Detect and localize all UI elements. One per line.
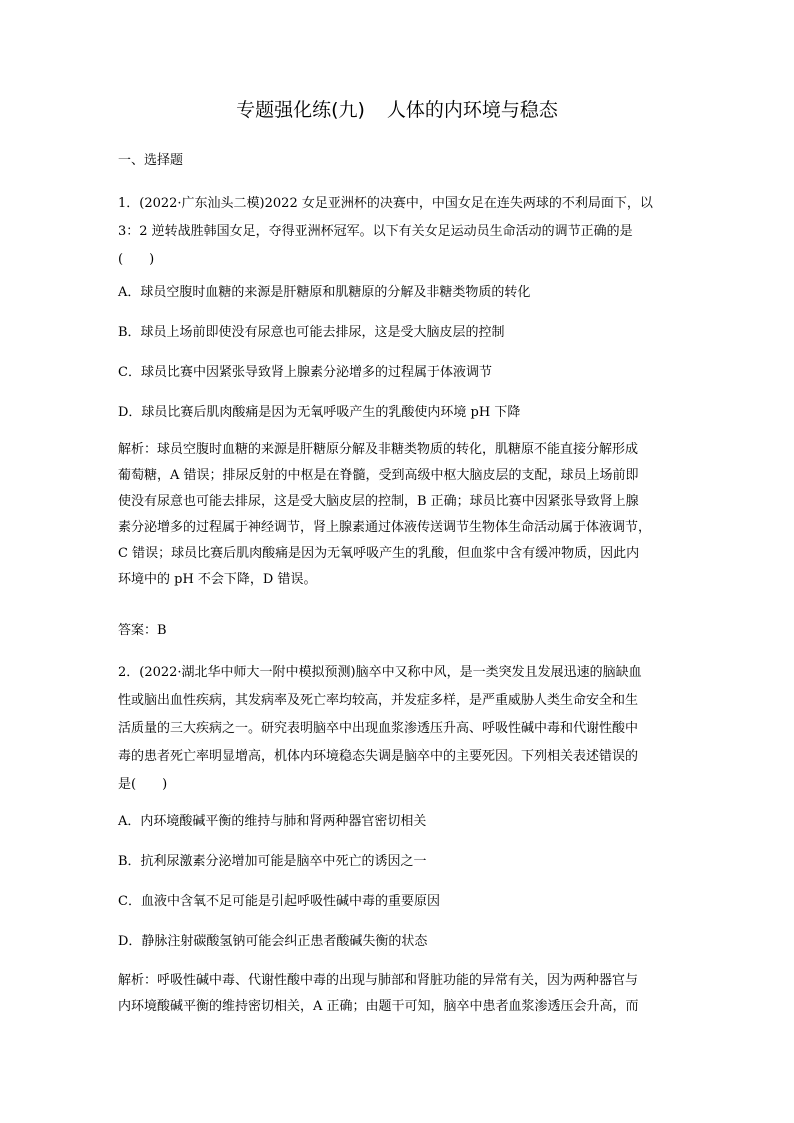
explanation-line: 素分泌增多的过程属于神经调节，肾上腺素通过体液传送调节生物体生命活动属于体液调节，: [118, 520, 652, 535]
explanation-line: 解析：球员空腹时血糖的来源是肝糖原分解及非糖类物质的转化，肌糖原不能直接分解形成: [118, 442, 639, 457]
stem-line: 2．(2022·湖北华中师大一附中模拟预测)脑卒中又称中风，是一类突发且发展迅速的脑缺血: [118, 665, 642, 680]
explanation-line: C 错误；球员比赛后肌肉酸痛是因为无氧呼吸产生的乳酸，但血浆中含有缓冲物质，因此内: [118, 546, 640, 561]
page-title: [0, 96, 794, 124]
stem-line: 1．(2022·广东汕头二模)2022 女足亚洲杯的决赛中，中国女足在连失两球的不利局面下，以: [118, 196, 653, 211]
question-1-options: [118, 273, 678, 433]
explanation-line: 使没有尿意也可能去排尿，这是受大脑皮层的控制，B 正确；球员比赛中因紧张导致肾上腺: [118, 494, 639, 509]
question-2-explanation: [118, 968, 678, 1020]
question-2-options: [118, 802, 678, 962]
title-part-1: 专题强化练(九): [236, 99, 365, 121]
option-d: D．球员比赛后肌肉酸痛是因为无氧呼吸产生的乳酸使内环境 pH 下降: [118, 405, 521, 420]
option-a: A．内环境酸碱平衡的维持与肺和肾两种器官密切相关: [118, 814, 427, 829]
option-b: B．球员上场前即使没有尿意也可能去排尿，这是受大脑皮层的控制: [118, 325, 505, 340]
explanation-line: 环境中的 pH 不会下降，D 错误。: [118, 572, 317, 587]
option-b: B．抗利尿激素分泌增加可能是脑卒中死亡的诱因之一: [118, 854, 427, 869]
explanation-label: 解析: [118, 973, 145, 988]
answer-value: ：B: [144, 623, 167, 638]
stem-line: 3：2 逆转战胜韩国女足，夺得亚洲杯冠军。以下有关女足运动员生命活动的调节正确的是: [118, 224, 633, 239]
answer-label: 答案: [118, 623, 145, 638]
question-1-stem: [118, 190, 678, 274]
question-1-explanation: [118, 437, 678, 593]
stem-line: 是( ): [118, 777, 168, 792]
option-d: D．静脉注射碳酸氢钠可能会纠正患者酸碱失衡的状态: [118, 934, 428, 949]
explanation-label: 解析: [118, 442, 145, 457]
explanation-line: 解析：呼吸性碱中毒、代谢性酸中毒的出现与肺部和肾脏功能的异常有关，因为两种器官与: [118, 973, 639, 988]
option-a: A．球员空腹时血糖的来源是肝糖原和肌糖原的分解及非糖类物质的转化: [118, 285, 531, 300]
question-1-answer: [118, 617, 678, 645]
stem-line: 毒的患者死亡率明显增高，机体内环境稳态失调是脑卒中的主要死因。下列相关表述错误的: [118, 749, 639, 764]
stem-line: 性或脑出血性疾病，其发病率及死亡率均较高，并发症多样，是严重威胁人类生命安全和生: [118, 693, 639, 708]
title-part-2: 人体的内环境与稳态: [386, 99, 558, 121]
question-2-stem: [118, 659, 678, 799]
stem-line: 活质量的三大疾病之一。研究表明脑卒中出现血浆渗透压升高、呼吸性碱中毒和代谢性酸中: [118, 721, 639, 736]
stem-line: ( ): [118, 252, 155, 267]
option-c: C．血液中含氧不足可能是引起呼吸性碱中毒的重要原因: [118, 894, 440, 909]
explanation-line: 葡萄糖，A 错误；排尿反射的中枢是在脊髓，受到高级中枢大脑皮层的支配，球员上场前即: [118, 468, 639, 483]
option-c: C．球员比赛中因紧张导致肾上腺素分泌增多的过程属于体液调节: [118, 365, 492, 380]
explanation-line: 内环境酸碱平衡的维持密切相关，A 正确；由题干可知，脑卒中患者血浆渗透压会升高，而: [118, 999, 639, 1014]
section-heading: 一、选择题: [118, 153, 184, 168]
